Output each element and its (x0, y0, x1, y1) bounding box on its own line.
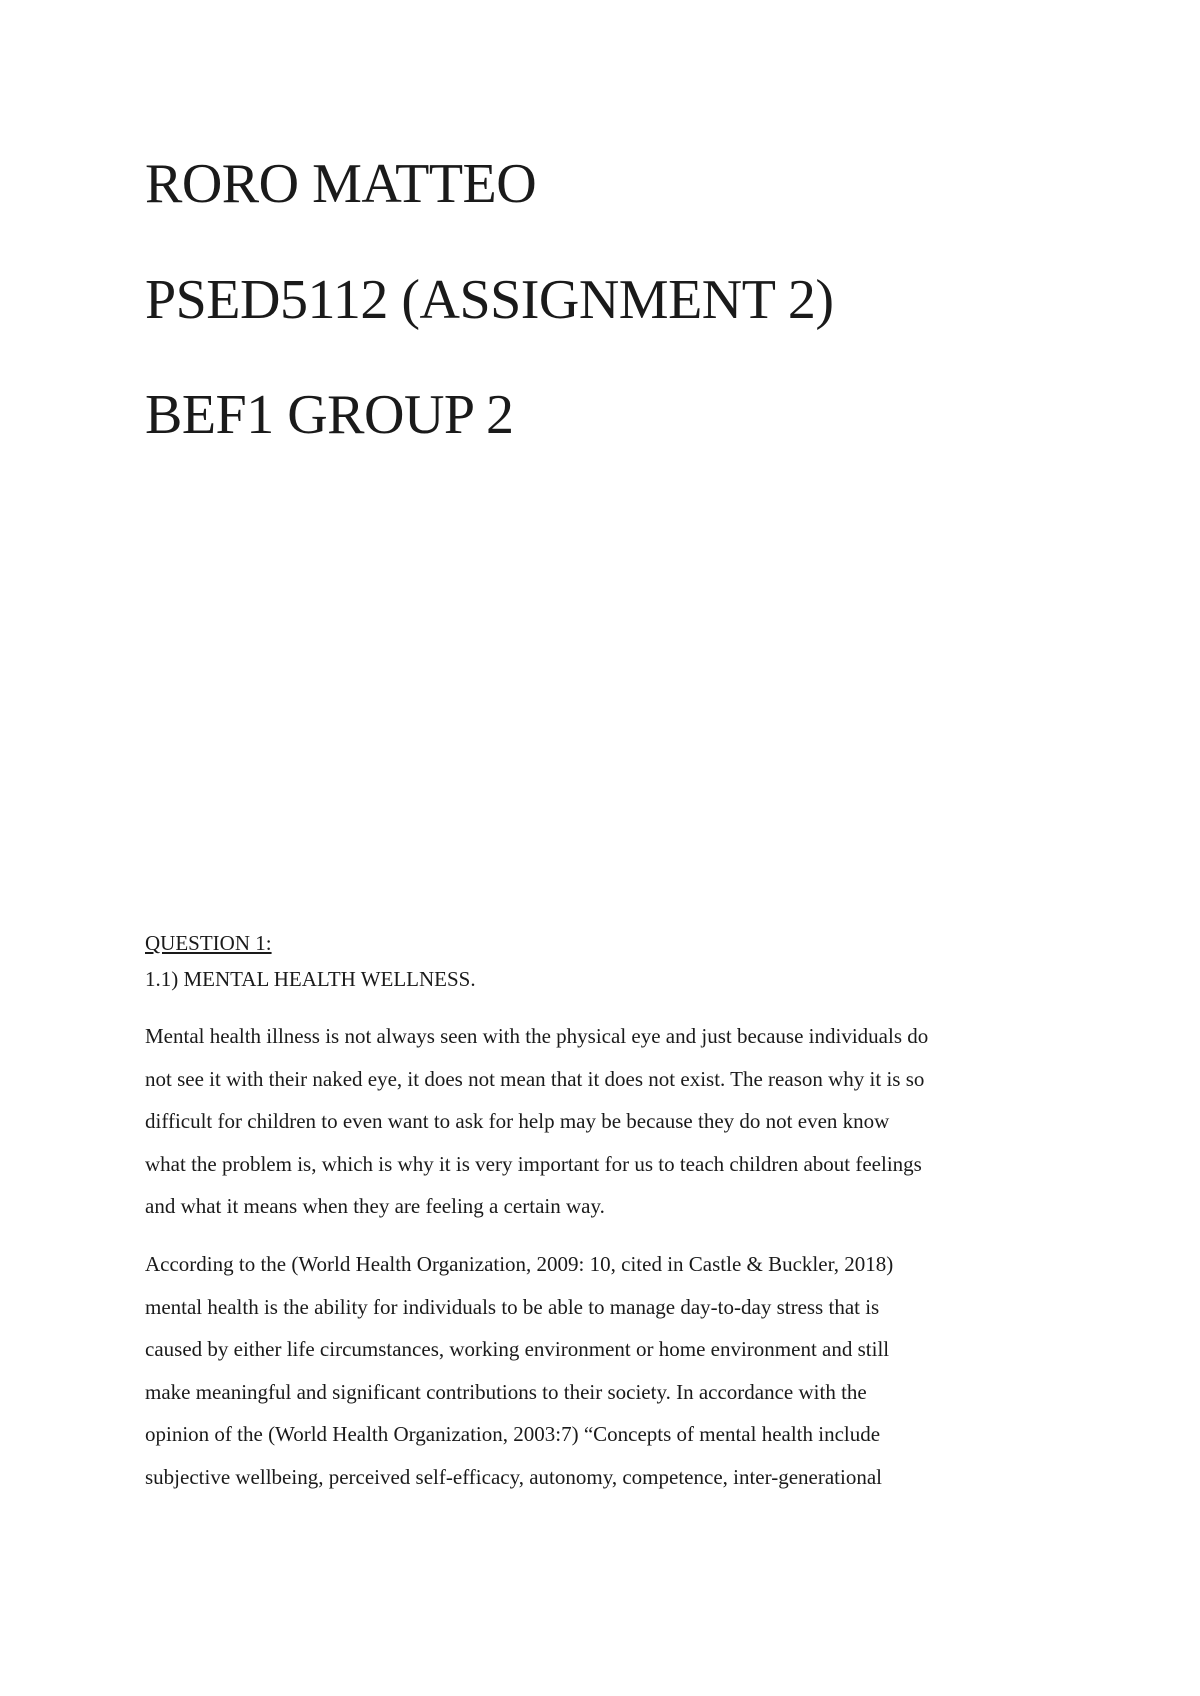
paragraph-line: not see it with their naked eye, it does not mean that it does not exist. The reason why it is so (145, 1066, 925, 1091)
paragraph-line: and what it means when they are feeling a certain way. (145, 1194, 605, 1218)
group-title: BEF1 GROUP 2 (145, 384, 514, 446)
paragraph-line: According to the (World Health Organization, 2009: 10, cited in Castle & Buckler, 2018) (145, 1252, 894, 1276)
paragraph-line: mental health is the ability for individuals to be able to manage day-to-day stress that is (145, 1294, 880, 1319)
question-label: QUESTION 1: (145, 931, 272, 955)
paragraph-line: opinion of the (World Health Organization, 2003:7) “Concepts of mental health include (145, 1422, 881, 1446)
paragraph-line: Mental health illness is not always seen with the physical eye and just because individuals do (145, 1024, 929, 1048)
paragraph-who-definition (145, 1249, 893, 1504)
section-subheading: 1.1) MENTAL HEALTH WELLNESS. (145, 967, 476, 991)
course-assignment-title: PSED5112 (ASSIGNMENT 2) (145, 269, 834, 331)
paragraph-line: make meaningful and significant contributions to their society. In accordance with the (145, 1379, 867, 1404)
paragraph-line: subjective wellbeing, perceived self-efficacy, autonomy, competence, inter-generational (145, 1464, 882, 1489)
student-name: RORO MATTEO (145, 153, 537, 215)
paragraph-line: what the problem is, which is why it is very important for us to teach children about feelings (145, 1151, 922, 1176)
paragraph-line: difficult for children to even want to ask for help may be because they do not even know (145, 1109, 890, 1133)
paragraph-mental-health-illness (145, 1021, 928, 1234)
paragraph-line: caused by either life circumstances, working environment or home environment and still (145, 1337, 890, 1361)
